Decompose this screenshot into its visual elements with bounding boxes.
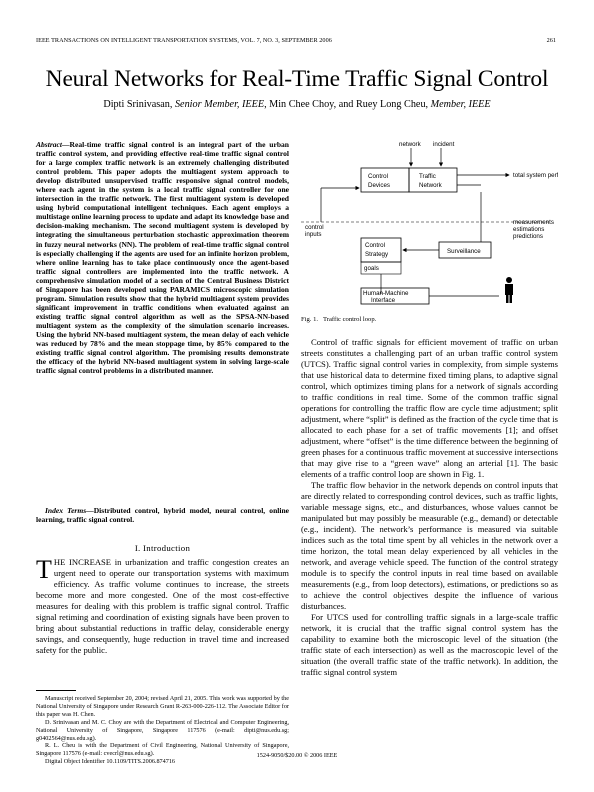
author-names-2: , Min Chee Choy, and Ruey Long Cheu,: [264, 99, 431, 110]
label-network: network: [399, 141, 421, 148]
figure-caption-text: Traffic control loop.: [323, 316, 377, 323]
author-name-1: Dipti Srinivasan,: [103, 99, 175, 110]
section-heading: I. Introduction: [134, 543, 191, 553]
right-column-text: [301, 337, 558, 678]
author-line: [0, 99, 594, 110]
footnote-affiliation-1: D. Srinivasan and M. C. Choy are with the Department of Electrical and Computer Engineering, National University of Singapore, Singapore 117576 (e-mail: dipti@nus.edu.sg; g0402564@nus.edu.sg).: [36, 718, 289, 742]
label-hmi-2: Interface: [371, 297, 396, 304]
abstract: [36, 140, 289, 375]
index-terms-label: Index Terms: [45, 506, 87, 515]
index-terms-text: —Distributed control, hybrid model, neural control, online learning, traffic signal control.: [36, 506, 290, 525]
introduction-body: HE INCREASE in urbanization and traffic congestion creates an urgent need to operate our transportation systems with maximum efficiency. As traffic volume continues to increase, the streets become more and more congested. One of the most cost-effective measures for dealing with this problem is traffic signal control. Traffic signal retiming and coordination of existing signals have been proven to bring about substantial reductions in traffic delay, considerable energy savings, and consequently, huge reduction in travel time and increased safety for the public.: [36, 557, 289, 655]
human-operator-icon: [505, 277, 513, 303]
paper-title: Neural Networks for Real-Time Traffic Signal Control: [45, 66, 549, 92]
paragraph-1: Control of traffic signals for efficient movement of traffic on urban streets constitutes a challenging part of an urban traffic control system (UTCS). Traffic signal control varies in complexity, from simple systems that use historical data to determine fixed timing plans, to adaptive signal control, which optimizes timing plans for a network of signals according to traffic conditions in real time. Some of the common traffic signal operations for controlling the traffic flow are cycle time adjustment; split adjustment, where “split” is defined as the fraction of the cycle time that is allocated to each phase for a set of traffic movements [1]; and offset adjustment, where “offset” is the time difference between the beginning of green phases for a continuous traffic movement at successive intersections that may give rise to a “green wave” along an arterial [1]. The basic elements of a traffic control loop are shown in Fig. 1.: [301, 337, 558, 479]
label-traffic-network-1: Traffic: [419, 173, 436, 180]
figure-caption: [301, 316, 558, 323]
footnote-affiliation-2: R. L. Cheu is with the Department of Civil Engineering, National University of Singapore, Singapore 117576 (e-mail: cvecrl@nus.edu.sg).: [36, 742, 289, 758]
label-predictions: predictions: [513, 233, 543, 240]
label-surveillance: Surveillance: [447, 248, 481, 255]
label-control-strategy-1: Control: [365, 242, 385, 249]
label-incident: incident: [433, 141, 455, 148]
journal-name: IEEE TRANSACTIONS ON INTELLIGENT TRANSPORTATION SYSTEMS, VOL. 7, NO. 3, SEPTEMBER 2006: [36, 37, 332, 44]
page-number: 261: [546, 37, 556, 44]
index-terms: [36, 506, 289, 524]
label-goals: goals: [364, 265, 379, 272]
paragraph-2: The traffic flow behavior in the network depends on control inputs that are directly related to corresponding control devices, such as traffic lights, variable message signs, etc., and disturbances, whose values cannot be manipulated but may possibly be measurable (e.g., demand) or detectable (e.g., incident). The network’s performance is measured via suitable indices such as the total time spent by all vehicles in the network over a time horizon, the total mean delay experienced by all vehicles in the network, and average vehicle speed. The function of the control strategy module is to specify the control inputs in real time based on available measurements (e.g., from loop detectors), estimations, or predictions so as to achieve the control objectives despite the influence of various disturbances.: [301, 480, 558, 611]
label-measurements: measurements: [513, 219, 554, 226]
label-control-devices-2: Devices: [368, 182, 391, 189]
paragraph-3: For UTCS used for controlling traffic signals in a large-scale traffic network, it is crucial that the traffic signal control system has the capability to examine both the microscopic level of the situation (the traffic state of each intersection) as well as the macroscopic level of the situation (the overall traffic state of the traffic network). In addition, the traffic signal control system: [301, 612, 558, 677]
label-hmi-1: Human-Machine: [363, 290, 409, 297]
introduction-text: [36, 557, 289, 656]
drop-cap: T: [36, 555, 52, 584]
figure-1: [301, 138, 558, 313]
label-control-inputs-1: control: [305, 224, 324, 231]
label-traffic-network-2: Network: [419, 182, 442, 189]
traffic-control-loop-diagram: [301, 138, 558, 308]
label-control-strategy-2: Strategy: [365, 251, 389, 258]
figure-caption-label: Fig. 1.: [301, 316, 319, 323]
footnote-doi: Digital Object Identifier 10.1109/TITS.2006.874716: [45, 758, 176, 766]
footnote-rule: [36, 690, 76, 691]
running-head: [36, 37, 556, 44]
label-control-inputs-2: inputs: [305, 231, 322, 238]
author-role-2: Member, IEEE: [430, 99, 491, 110]
label-control-devices-1: Control: [368, 173, 388, 180]
footer-copyright: 1524-9050/$20.00 © 2006 IEEE: [256, 752, 338, 759]
label-estimations: estimations: [513, 226, 545, 233]
author-role-1: Senior Member, IEEE: [174, 99, 265, 110]
footnote-manuscript: Manuscript received September 20, 2004; revised April 21, 2005. This work was supported by the National University of Singapore under Research Grant R-263-000-226-112. The Associate Editor for this paper was H. Chen.: [36, 695, 289, 718]
abstract-text: —Real-time traffic signal control is an integral part of the urban traffic control system, and providing effective real-time traffic signal control for a large complex traffic network is an extremely challenging distributed control problem. This paper adopts the multiagent system approach to develop distributed unsupervised traffic responsive signal control models, where each agent in the system is a local traffic signal controller for one intersection in the traffic network. The first multiagent system is developed using hybrid computational intelligent techniques. Each agent employs a multistage online learning process to update and adapt its knowledge base and decision-making mechanism. The second multiagent system is developed by integrating the simultaneous perturbation stochastic approximation theorem in fuzzy neural networks (NN). The problem of real-time traffic signal control is especially challenging if the agents are used for an infinite horizon problem, where online learning has to take place continuously once the agent-based traffic signal controllers are implemented into the traffic network. A comprehensive simulation model of a section of the Central Business District of Singapore has been developed using PARAMICS microscopic simulation program. Simulation results show that the hybrid multiagent system provides significant improvement in traffic conditions when evaluated against an existing traffic signal control algorithm as well as the SPSA-NN-based multiagent system as the complexity of the simulation scenario increases. Using the hybrid NN-based multiagent system, the mean delay of each vehicle was reduced by 78% and the mean stoppage time, by 85% compared to the existing traffic signal control algorithm. The promising results demonstrate the efficacy of the hybrid NN-based multiagent system in solving large-scale traffic signal control problems in a distributed manner.: [36, 140, 289, 376]
abstract-label: Abstract: [36, 140, 62, 149]
label-total-system-perf: total system perf: [513, 172, 558, 179]
